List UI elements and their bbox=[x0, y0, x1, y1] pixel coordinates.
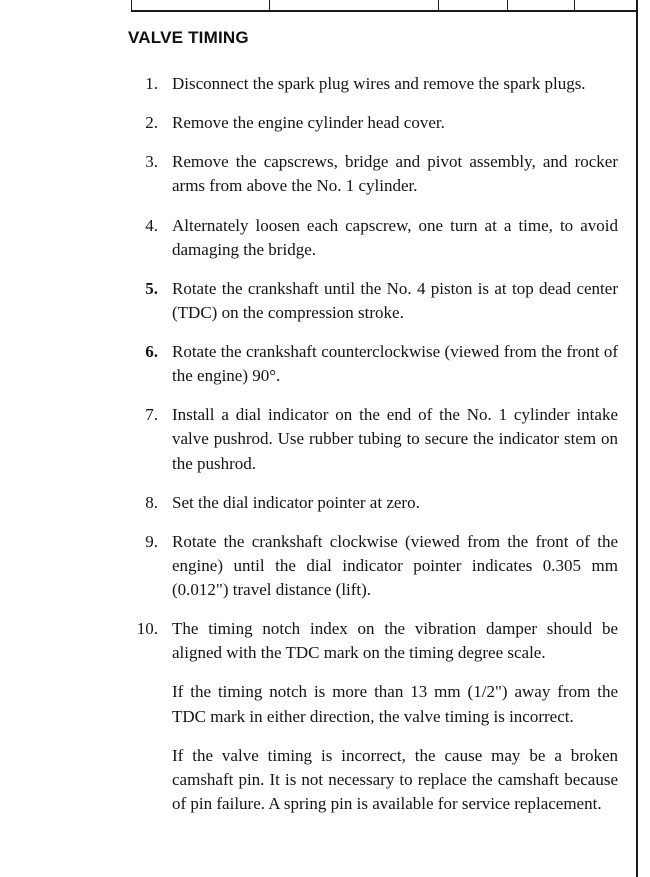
step-number: 1. bbox=[145, 74, 158, 93]
list-item bbox=[128, 491, 618, 515]
step-number: 7. bbox=[145, 405, 158, 425]
step-number: 2. bbox=[145, 113, 158, 133]
procedure-step-list bbox=[128, 72, 618, 816]
step-number: 10. bbox=[136, 619, 158, 639]
step-note-text: If the valve timing is incorrect, the cause may be a broken camshaft pin. It is not necessary to replace the camshaft because of pin failure. A spring pin is available for service replacement. bbox=[172, 745, 618, 813]
step-text: Set the dial indicator pointer at zero. bbox=[172, 492, 420, 512]
step-number: 5. bbox=[145, 278, 158, 298]
list-item bbox=[128, 403, 618, 475]
document-content bbox=[128, 28, 618, 831]
list-item bbox=[128, 530, 618, 602]
step-text: Remove the engine cylinder head cover. bbox=[172, 113, 445, 133]
top-table-fragment bbox=[131, 0, 637, 12]
step-text: Rotate the crankshaft clockwise (viewed from the front of the engine) until the dial indicator pointer indicates 0.305 mm (0.012") travel distance (lift). bbox=[172, 531, 618, 599]
step-text: Rotate the crankshaft until the No. 4 piston is at top dead center (TDC) on the compression stroke. bbox=[172, 278, 618, 322]
list-item bbox=[128, 340, 618, 388]
step-text: Remove the capscrews, bridge and pivot assembly, and rocker arms from above the No. 1 cylinder. bbox=[172, 152, 618, 196]
list-item bbox=[128, 617, 618, 816]
step-note-text: If the timing notch is more than 13 mm (1/2") away from the TDC mark in either direction, the valve timing is incorrect. bbox=[172, 682, 618, 726]
page-border-rule bbox=[636, 0, 638, 877]
step-text: Rotate the crankshaft counterclockwise (viewed from the front of the engine) 90°. bbox=[172, 342, 618, 386]
step-number: 3. bbox=[145, 152, 158, 172]
table-column-divider bbox=[574, 0, 575, 10]
step-text: The timing notch index on the vibration damper should be aligned with the TDC mark on the timing degree scale. bbox=[172, 619, 618, 663]
table-column-divider bbox=[438, 0, 439, 10]
step-number: 9. bbox=[145, 531, 158, 551]
table-column-divider bbox=[269, 0, 270, 10]
page-title: VALVE TIMING bbox=[128, 28, 249, 47]
list-item bbox=[128, 150, 618, 198]
list-item bbox=[128, 214, 618, 262]
step-number: 6. bbox=[145, 342, 158, 361]
step-text: Disconnect the spark plug wires and remove the spark plugs. bbox=[172, 74, 586, 93]
list-item bbox=[128, 111, 618, 135]
list-item bbox=[128, 72, 618, 96]
step-number: 4. bbox=[145, 215, 158, 235]
table-column-divider bbox=[131, 0, 132, 10]
list-item bbox=[128, 277, 618, 325]
table-column-divider bbox=[507, 0, 508, 10]
step-number: 8. bbox=[145, 492, 158, 512]
step-text: Install a dial indicator on the end of the No. 1 cylinder intake valve pushrod. Use rubber tubing to secure the indicator stem on the pushrod. bbox=[172, 405, 618, 473]
step-text: Alternately loosen each capscrew, one turn at a time, to avoid damaging the bridge. bbox=[172, 215, 618, 259]
